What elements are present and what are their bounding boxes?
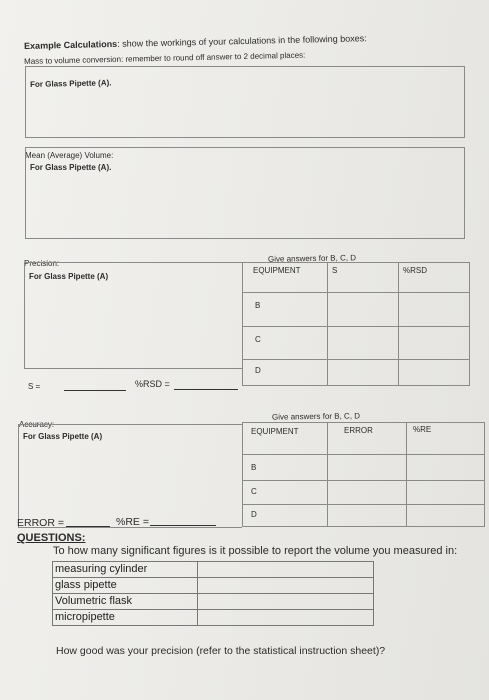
rsd-answer-line[interactable] (174, 389, 238, 390)
questions-heading: QUESTIONS: (17, 532, 86, 544)
mean-label: For Glass Pipette (A). (30, 163, 112, 172)
calc-box-mean[interactable] (25, 147, 465, 239)
accuracy-cell[interactable] (328, 455, 407, 481)
precision-cell[interactable] (328, 360, 399, 386)
intro-heading: Example Calculations (24, 38, 118, 51)
accuracy-table (242, 422, 485, 527)
sig-figs-item: glass pipette (53, 578, 198, 594)
accuracy-cell[interactable] (407, 481, 485, 505)
precision-col-rsd: %RSD (403, 266, 428, 275)
sig-figs-item: Volumetric flask (53, 594, 198, 610)
precision-cell[interactable] (399, 360, 470, 386)
accuracy-col-re: %RE (413, 425, 432, 434)
sig-figs-answer-cell[interactable] (198, 594, 374, 610)
accuracy-row-label: B (251, 463, 257, 472)
s-label: S = (28, 382, 41, 391)
rsd-label: %RSD = (135, 379, 170, 389)
intro-subtext: Mass to volume conversion: remember to round off answer to 2 decimal places: (24, 50, 306, 66)
precision-table (242, 262, 470, 386)
accuracy-col-equipment: EQUIPMENT (251, 427, 299, 436)
re-label: %RE = (116, 516, 149, 528)
accuracy-give-answers: Give answers for B, C, D (271, 411, 361, 422)
sig-figs-item: micropipette (53, 610, 198, 626)
precision-row-label: C (255, 335, 261, 344)
sig-figs-answer-cell[interactable] (198, 562, 374, 578)
s-answer-line[interactable] (64, 390, 126, 391)
accuracy-cell[interactable] (328, 505, 407, 527)
sig-figs-answer-cell[interactable] (198, 610, 374, 626)
mean-title: Mean (Average) Volume: (25, 151, 114, 160)
precision-row-label: B (255, 301, 261, 310)
question-1: To how many significant figures is it possible to report the volume you measured in: (53, 545, 458, 557)
sig-figs-item: measuring cylinder (53, 562, 198, 578)
accuracy-label: For Glass Pipette (A) (23, 432, 103, 441)
precision-col-equipment: EQUIPMENT (253, 266, 301, 275)
accuracy-cell[interactable] (407, 455, 485, 481)
precision-row-label: D (255, 366, 261, 375)
precision-cell[interactable] (399, 327, 470, 360)
box1-label: For Glass Pipette (A). (30, 78, 112, 89)
accuracy-cell[interactable] (407, 505, 485, 527)
precision-title: Precision: (24, 259, 60, 268)
sig-figs-table (52, 561, 374, 626)
calc-box-mass-volume[interactable] (25, 66, 465, 138)
intro-heading-rest: : show the workings of your calculations in the following boxes: (117, 33, 367, 49)
re-answer-line[interactable] (150, 525, 216, 526)
sig-figs-answer-cell[interactable] (198, 578, 374, 594)
precision-cell[interactable] (328, 327, 399, 360)
precision-cell[interactable] (399, 293, 470, 327)
precision-col-s: S (332, 266, 338, 275)
error-label: ERROR = (17, 517, 64, 529)
accuracy-title: Accuracy: (19, 420, 55, 429)
accuracy-cell[interactable] (328, 481, 407, 505)
accuracy-row-label: D (251, 510, 257, 519)
precision-give-answers: Give answers for B, C, D (267, 253, 357, 264)
precision-label: For Glass Pipette (A) (29, 272, 109, 281)
accuracy-col-error: ERROR (344, 426, 373, 435)
intro-heading-line (24, 33, 367, 51)
question-2: How good was your precision (refer to the statistical instruction sheet)? (56, 645, 386, 657)
error-answer-line[interactable] (66, 526, 110, 527)
precision-cell[interactable] (328, 293, 399, 327)
accuracy-row-label: C (251, 487, 257, 496)
